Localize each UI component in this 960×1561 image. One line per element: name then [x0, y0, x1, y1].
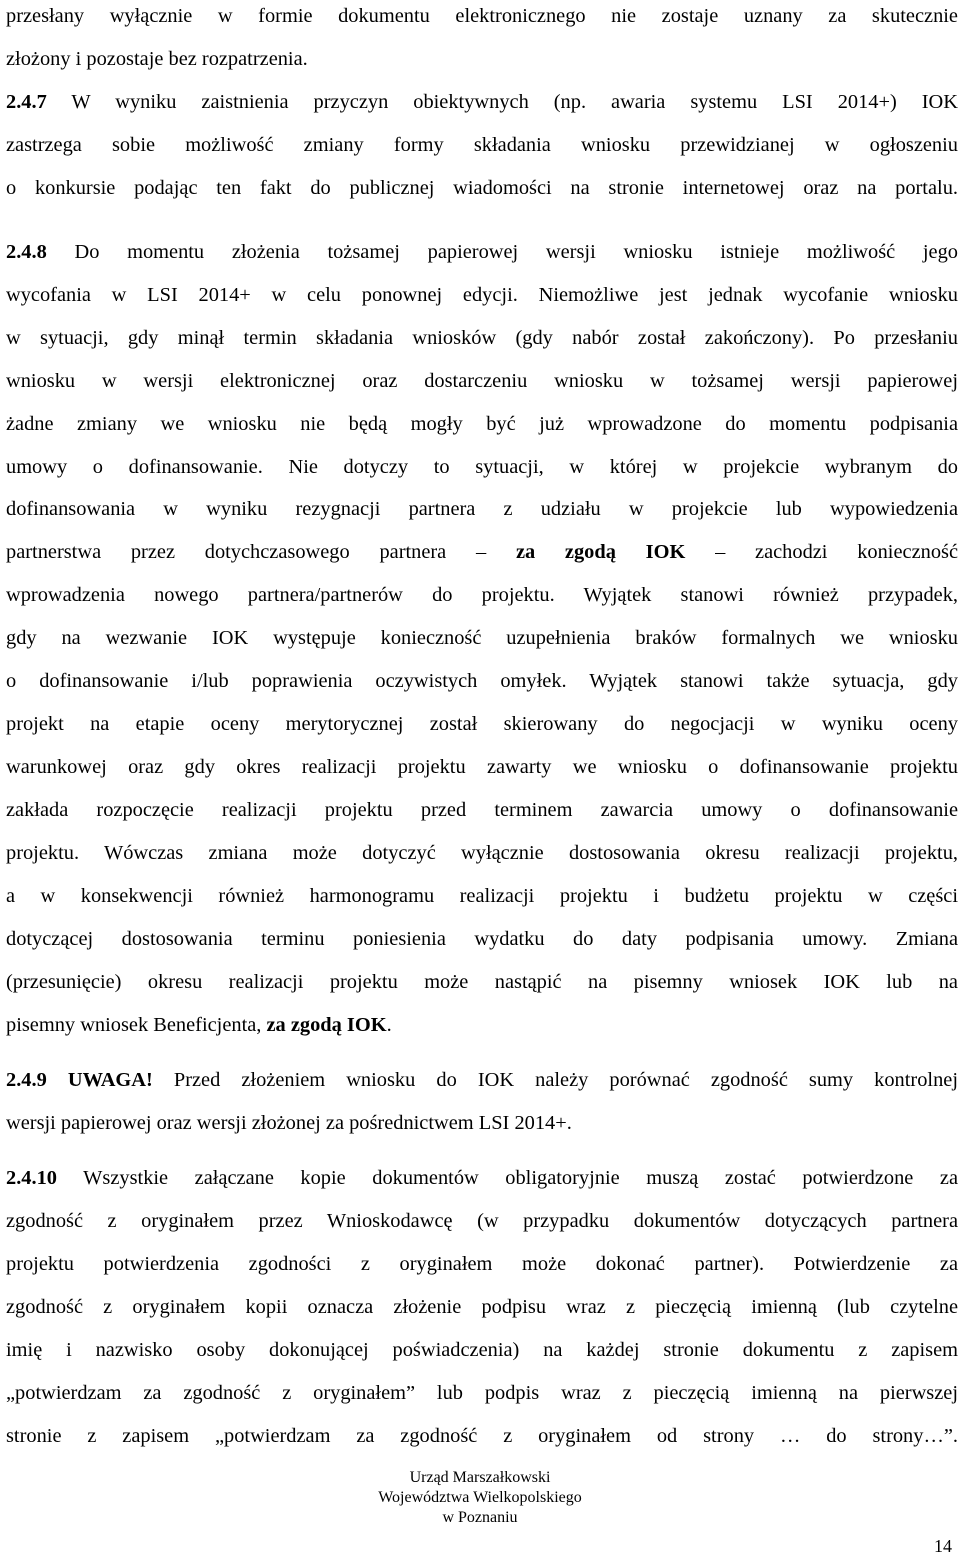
body-line: zgodność z oryginałem kopii oznacza złożenie podpisu wraz z pieczęcią imienną (lub czytelne: [6, 1296, 958, 1318]
page-number: 14: [934, 1536, 952, 1556]
footer-institution-line: w Poznaniu: [442, 1509, 518, 1526]
body-line: o dofinansowanie i/lub poprawienia oczywistych omyłek. Wyjątek stanowi także sytuacja, gdy: [6, 670, 958, 692]
body-line: warunkowej oraz gdy okres realizacji projektu zawarty we wniosku o dofinansowanie projektu: [6, 756, 958, 778]
body-line: wprowadzenia nowego partnera/partnerów do projektu. Wyjątek stanowi również przypadek,: [6, 584, 958, 606]
body-line: partnerstwa przez dotychczasowego partnera – za zgodą IOK – zachodzi konieczność: [6, 541, 959, 563]
body-line: 2.4.10 Wszystkie załączane kopie dokumentów obligatoryjnie muszą zostać potwierdzone za: [6, 1167, 958, 1189]
body-line: złożony i pozostaje bez rozpatrzenia.: [6, 48, 308, 70]
body-line: dotyczącej dostosowania terminu poniesienia wydatku do daty podpisania umowy. Zmiana: [6, 928, 958, 950]
body-line: stronie z zapisem „potwierdzam za zgodność z oryginałem od strony … do strony…”.: [6, 1425, 958, 1447]
body-line: przesłany wyłącznie w formie dokumentu elektronicznego nie zostaje uznany za skutecznie: [6, 5, 958, 27]
body-line: wycofania w LSI 2014+ w celu ponownej edycji. Niemożliwe jest jednak wycofanie wniosku: [6, 284, 958, 306]
body-line: zgodność z oryginałem przez Wnioskodawcę (w przypadku dokumentów dotyczących partnera: [6, 1210, 958, 1232]
body-line: w sytuacji, gdy minął termin składania wniosków (gdy nabór został zakończony). Po przesłaniu: [6, 327, 958, 349]
body-line: projektu. Wówczas zmiana może dotyczyć wyłącznie dostosowania okresu realizacji projektu,: [6, 842, 958, 864]
body-line: (przesunięcie) okresu realizacji projektu może nastąpić na pisemny wniosek IOK lub na: [6, 971, 958, 993]
footer-institution-line: Urząd Marszałkowski: [409, 1469, 551, 1486]
footer-institution-line: Województwa Wielkopolskiego: [378, 1489, 582, 1506]
body-line: o konkursie podając ten fakt do publicznej wiadomości na stronie internetowej oraz na portalu.: [6, 177, 958, 199]
body-line: pisemny wniosek Beneficjenta, za zgodą IOK.: [6, 1014, 392, 1036]
body-line: „potwierdzam za zgodność z oryginałem” lub podpis wraz z pieczęcią imienną na pierwszej: [6, 1382, 958, 1404]
body-line: wniosku w wersji elektronicznej oraz dostarczeniu wniosku w tożsamej wersji papierowej: [6, 370, 958, 392]
body-line: 2.4.8 Do momentu złożenia tożsamej papierowej wersji wniosku istnieje możliwość jego: [6, 241, 958, 263]
body-line: 2.4.7 W wyniku zaistnienia przyczyn obiektywnych (np. awaria systemu LSI 2014+) IOK: [6, 91, 958, 113]
body-line: gdy na wezwanie IOK występuje konieczność uzupełnienia braków formalnych we wniosku: [6, 627, 958, 649]
body-line: żadne zmiany we wniosku nie będą mogły być już wprowadzone do momentu podpisania: [6, 413, 958, 435]
body-line: zastrzega sobie możliwość zmiany formy składania wniosku przewidzianej w ogłoszeniu: [6, 134, 958, 156]
body-line: a w konsekwencji również harmonogramu realizacji projektu i budżetu projektu w części: [6, 885, 958, 907]
body-line: imię i nazwisko osoby dokonującej poświadczenia) na każdej stronie dokumentu z zapisem: [6, 1339, 958, 1361]
body-line: 2.4.9 UWAGA! Przed złożeniem wniosku do IOK należy porównać zgodność sumy kontrolnej: [6, 1069, 958, 1091]
body-line: zakłada rozpoczęcie realizacji projektu przed terminem zawarcia umowy o dofinansowanie: [6, 799, 958, 821]
body-line: dofinansowania w wyniku rezygnacji partnera z udziału w projekcie lub wypowiedzenia: [6, 498, 958, 520]
body-line: projektu potwierdzenia zgodności z oryginałem może dokonać partner). Potwierdzenie za: [6, 1253, 958, 1275]
body-line: wersji papierowej oraz wersji złożonej za pośrednictwem LSI 2014+.: [6, 1112, 572, 1134]
body-line: umowy o dofinansowanie. Nie dotyczy to sytuacji, w której w projekcie wybranym do: [6, 456, 958, 478]
body-line: projekt na etapie oceny merytorycznej został skierowany do negocjacji w wyniku oceny: [6, 713, 958, 735]
